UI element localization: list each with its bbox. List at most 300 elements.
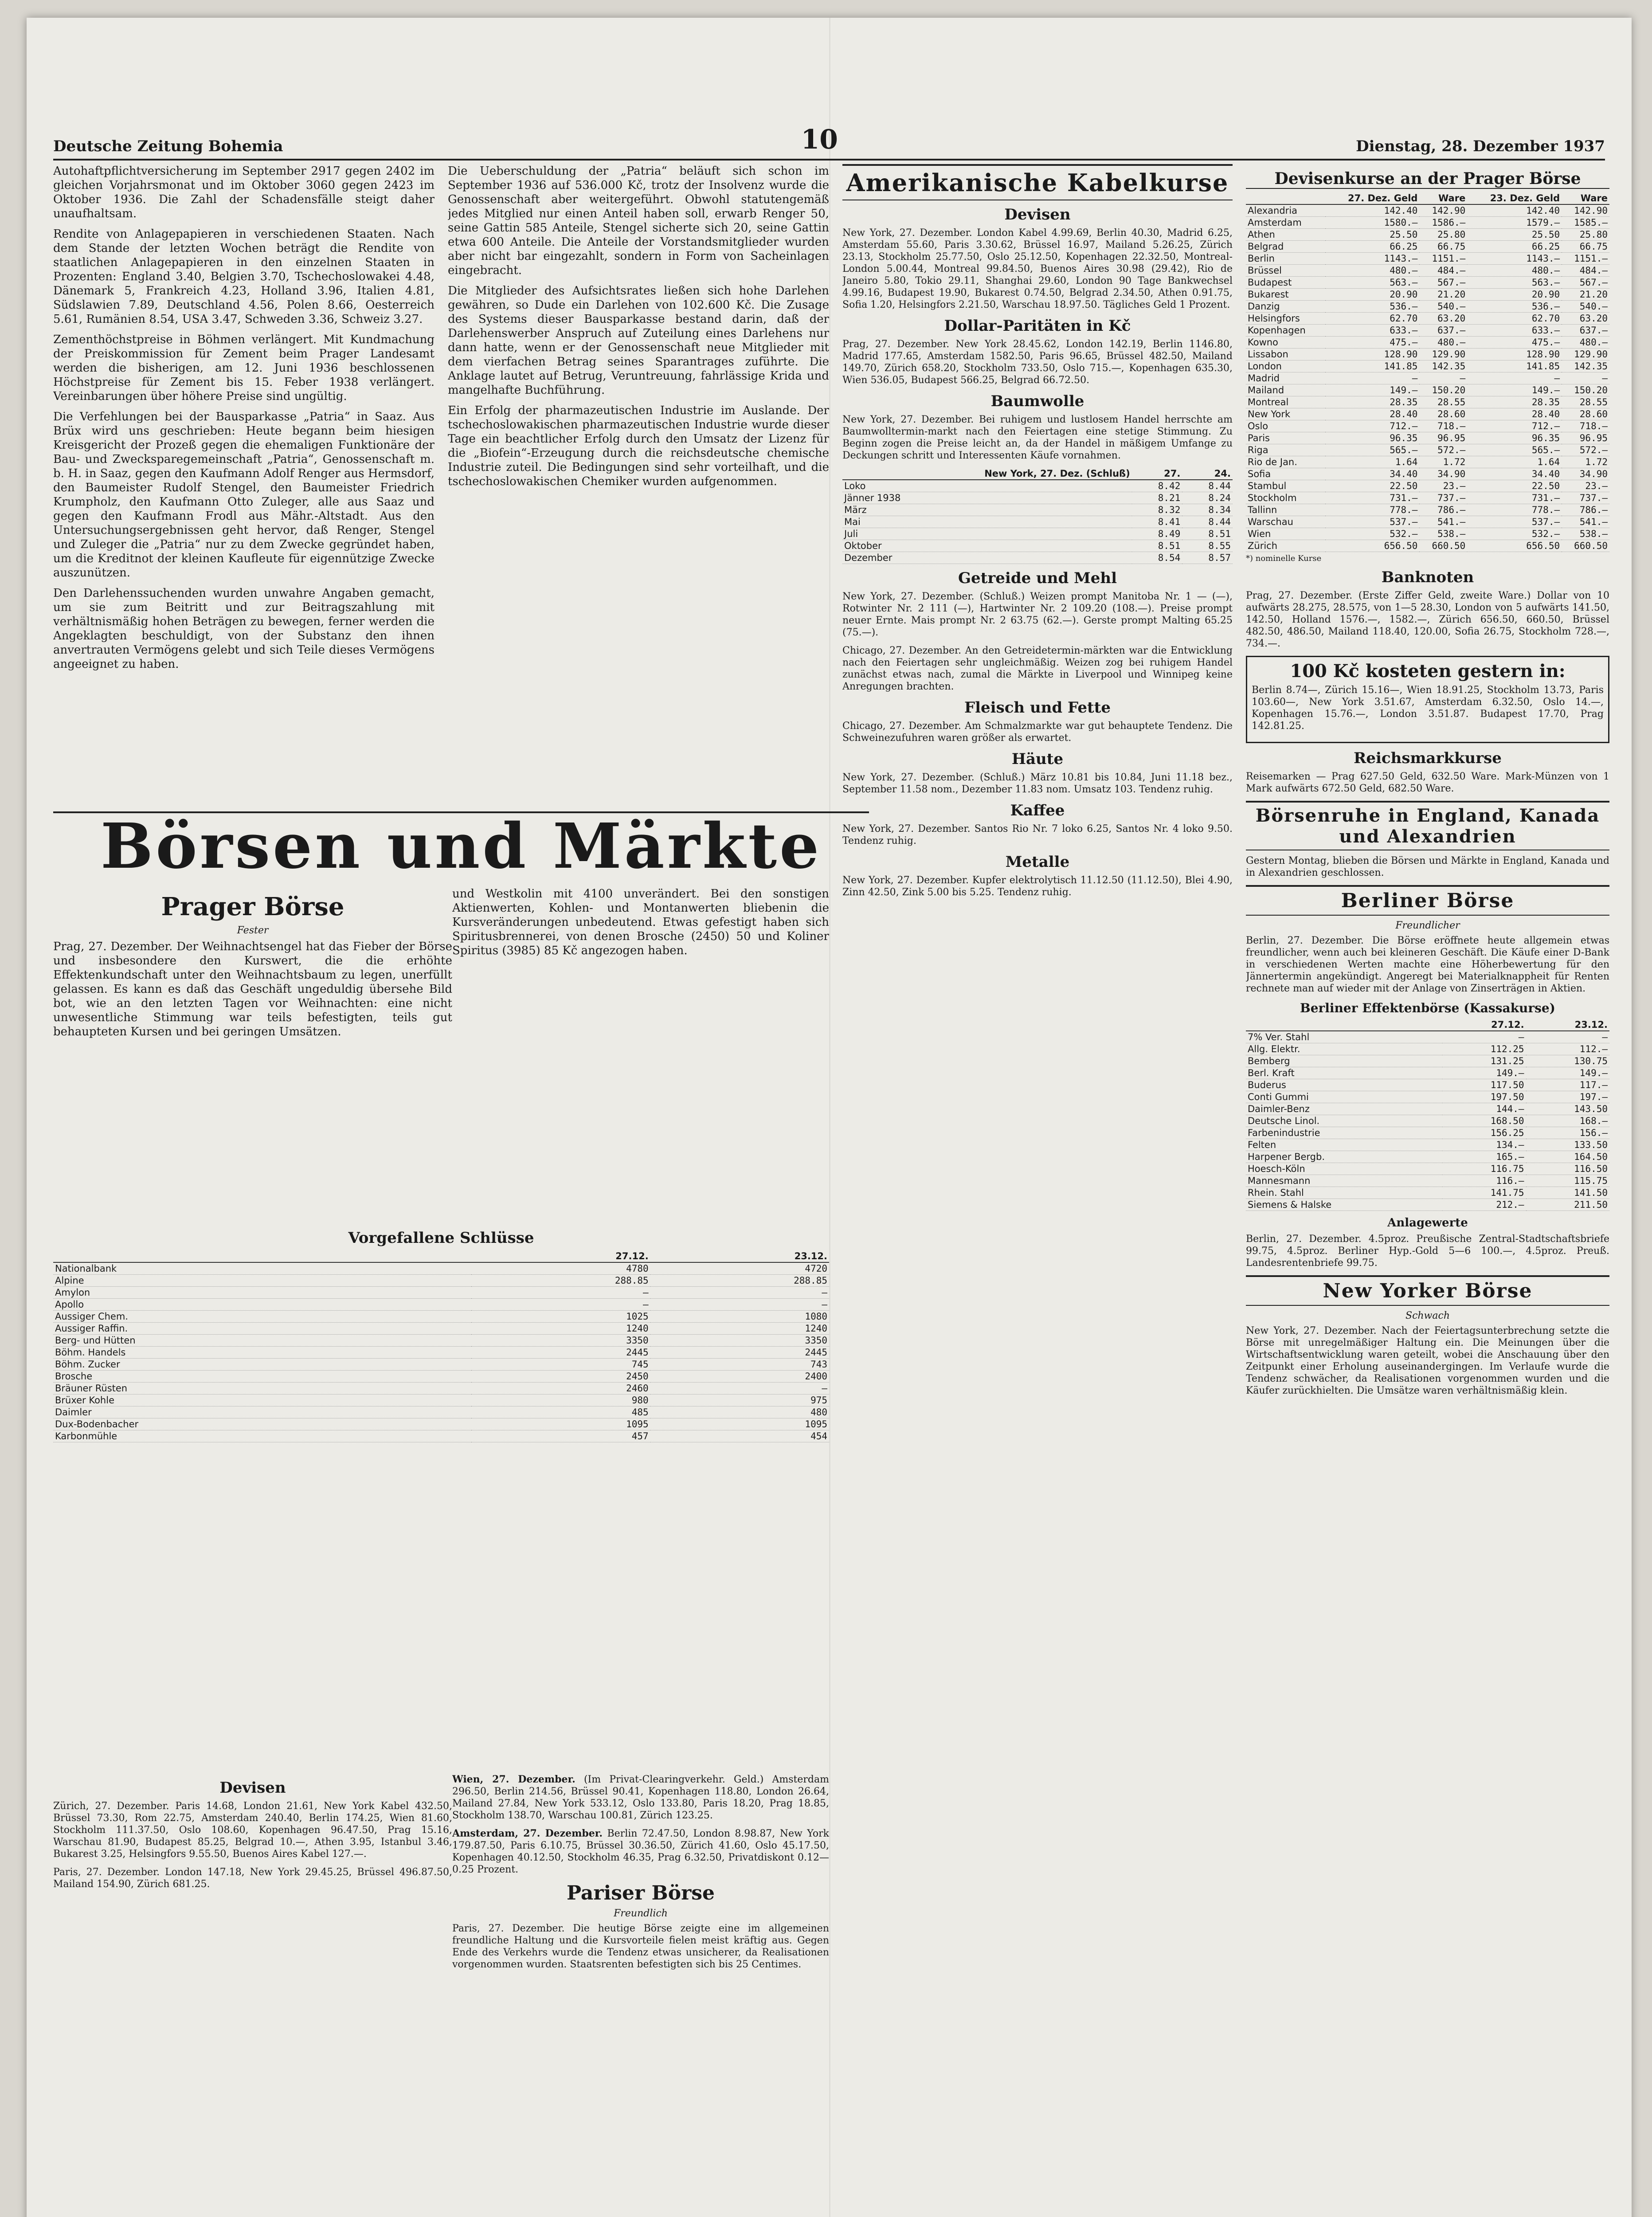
table-row	[1246, 1055, 1609, 1067]
table-row	[1246, 384, 1609, 396]
row-label: Böhm. Handels	[53, 1347, 471, 1359]
row-label: Brüxer Kohle	[53, 1394, 471, 1406]
row-value: 156.—	[1526, 1127, 1609, 1139]
row-value: 142.90	[1419, 204, 1467, 217]
row-value: 164.50	[1526, 1151, 1609, 1163]
table-header-cell: 27. Dez. Geld	[1325, 192, 1420, 204]
row-label: Paris	[1246, 432, 1325, 444]
row-value: 66.75	[1419, 241, 1467, 253]
row-value: 96.95	[1562, 432, 1609, 444]
paragraph: Chicago, 27. Dezember. An den Getreidetermin-märkten war die Entwicklung nach den Feiertagen sehr ungleichmäßig. Weizen zog bei ruhigem Handel zunächst etwas nach, zumal die Märkte in Liverpool und Winnipeg keine Anregungen brachten.	[842, 645, 1233, 692]
row-value: 115.75	[1526, 1175, 1609, 1187]
row-value: 149.—	[1526, 1067, 1609, 1079]
row-label: London	[1246, 360, 1325, 372]
row-value: 536.—	[1325, 301, 1420, 313]
table-row	[842, 516, 1233, 528]
table-header-cell: New York, 27. Dez. (Schluß)	[842, 468, 1132, 480]
row-value: —	[650, 1287, 829, 1299]
row-label: Aussiger Raffin.	[53, 1323, 471, 1335]
row-label: Brosche	[53, 1371, 471, 1383]
table-header-cell: Ware	[1419, 192, 1467, 204]
row-value: 3350	[650, 1335, 829, 1347]
row-value: 475.—	[1467, 337, 1562, 349]
row-value: 1025	[471, 1311, 650, 1323]
row-value: 480.—	[1419, 337, 1467, 349]
section-heading-boersen: Börsen und Märkte	[53, 811, 869, 880]
paragraph: Die Mitglieder des Aufsichtsrates ließen sich hohe Darlehen gewähren, so Dude ein Darlehen von 102.600 Kč. Die Zusage des Systems dieser Bausparkasse bestand darin, daß der Darlehenswerber Anspruch auf Zuteilung eines Darlehens nur dann hatte, wenn er der Genossenschaft neue Mitglieder mit dem vierfachen Betrag seines Sparantrages zuführte. Die Anklage lautet auf Betrug, Veruntreuung, fahrlässige Krida und mangelhafte Buchführung.	[448, 284, 829, 397]
row-value: 480.—	[1562, 337, 1609, 349]
row-label: Allg. Elektr.	[1246, 1043, 1442, 1055]
table-row	[842, 528, 1233, 540]
row-label: Deutsche Linol.	[1246, 1115, 1442, 1127]
wien-text: (Im Privat-Clearingverkehr. Geld.) Amsterdam 296.50, Berlin 214.56, Brüssel 90.41, Kopenhagen 118.80, London 26.64, Mailand 27.84, New York 533.12, Oslo 133.80, Paris 18.20, Prag 18.85, Stockholm 138.70, Warschau 100.81, Zürich 123.25.	[452, 1774, 829, 1821]
table-row	[1246, 1031, 1609, 1043]
row-value: 1095	[471, 1418, 650, 1430]
row-value: 1240	[471, 1323, 650, 1335]
row-value: 28.55	[1562, 396, 1609, 408]
row-value: 156.25	[1442, 1127, 1526, 1139]
table-row	[1246, 540, 1609, 552]
paragraph: Paris, 27. Dezember. London 147.18, New York 29.45.25, Brüssel 496.87.50, Mailand 154.90, Zürich 681.25.	[53, 1867, 452, 1890]
paragraph: Autohaftpflichtversicherung im September 2917 gegen 2402 im gleichen Vorjahrsmonat und im Oktober 3060 gegen 2423 im Oktober 1936. Die Zahl der Schadensfälle steigt daher unaufhaltsam.	[53, 165, 435, 220]
paragraph: Den Darlehenssuchenden wurden unwahre Angaben gemacht, um sie zum Beitritt und zur Beitragszahlung mit verhältnismäßig hohen Beträgen zu bewegen, ferner werden die Angeklagten beschuldigt, von der Substanz den ihnen anvertrauten Vermögens gelebt und sich Teile dieses Vermögens angeeignet zu haben.	[53, 587, 435, 671]
table-row	[1246, 1187, 1609, 1199]
row-value: 165.—	[1442, 1151, 1526, 1163]
table-title: Vorgefallene Schlüsse	[348, 1229, 534, 1247]
row-value: 480.—	[1325, 265, 1420, 277]
row-value: 8.34	[1182, 504, 1233, 516]
left-article-column	[53, 164, 435, 803]
row-value: 141.85	[1325, 360, 1420, 372]
row-value: 62.70	[1467, 313, 1562, 325]
row-label: Stambul	[1246, 480, 1325, 492]
row-value: 8.44	[1182, 480, 1233, 492]
paragraph: Gestern Montag, blieben die Börsen und Märkte in England, Kanada und in Alexandrien geschlossen.	[1246, 855, 1609, 878]
row-value: 567.—	[1562, 277, 1609, 289]
fleisch-subtitle: Fleisch und Fette	[964, 699, 1111, 717]
row-value: 22.50	[1467, 480, 1562, 492]
row-value: 532.—	[1325, 528, 1420, 540]
row-value: 28.40	[1467, 408, 1562, 420]
row-label: Rhein. Stahl	[1246, 1187, 1442, 1199]
row-value: —	[471, 1299, 650, 1311]
table-row	[53, 1275, 829, 1287]
row-value: 34.90	[1562, 468, 1609, 480]
prager-boerse-section	[53, 887, 452, 1224]
row-value: 572.—	[1419, 444, 1467, 456]
table-row	[1246, 528, 1609, 540]
table-row	[1246, 1127, 1609, 1139]
table-row	[1246, 360, 1609, 372]
row-value: 128.90	[1467, 349, 1562, 360]
row-value: 25.50	[1325, 229, 1420, 241]
row-value: 133.50	[1526, 1139, 1609, 1151]
row-value: 8.49	[1132, 528, 1182, 540]
table-row	[1246, 372, 1609, 384]
row-value: 20.90	[1325, 289, 1420, 301]
row-value: 23.—	[1562, 480, 1609, 492]
row-value: 149.—	[1467, 384, 1562, 396]
row-value: 2450	[471, 1371, 650, 1383]
devisenkurse-title: Devisenkurse an der Prager Börse	[1246, 169, 1609, 189]
newspaper-page	[27, 18, 1632, 2217]
paragraph: und Westkolin mit 4100 unverändert. Bei den sonstigen Aktienwerten, Kohlen- und Montanwerten bliebenin die Kursveränderungen unbedeutend. Etwas gefestigt haben sich Spiritusbrennerei, von denen Brosche (2450) 50 und Koliner Spiritus (3985) 85 Kč angezogen haben.	[452, 887, 829, 957]
table-header-cell	[53, 1250, 471, 1262]
table-row	[53, 1359, 829, 1371]
paragraph: Zürich, 27. Dezember. Paris 14.68, London 21.61, New York Kabel 432.50, Brüssel 73.30, Rom 22.75, Amsterdam 240.40, Berlin 174.25, Wien 81.60, Stockholm 111.37.50, Oslo 108.60, Kopenhagen 96.47.50, Prag 15.16, Warschau 81.90, Budapest 85.25, Belgrad 10.—, Athen 3.95, Istanbul 3.46, Bukarest 3.25, Helsingfors 9.55.50, Buenos Aires Kabel 127.—.	[53, 1801, 452, 1860]
row-value: 540.—	[1562, 301, 1609, 313]
table-row	[1246, 504, 1609, 516]
effekten-title: Berliner Effektenbörse (Kassakurse)	[1300, 1001, 1555, 1015]
table-row	[53, 1299, 829, 1311]
row-label: Jänner 1938	[842, 492, 1132, 504]
row-value: 454	[650, 1430, 829, 1442]
row-value: 980	[471, 1394, 650, 1406]
row-value: 1151.—	[1419, 253, 1467, 265]
row-value: 168.50	[1442, 1115, 1526, 1127]
row-label: Sofia	[1246, 468, 1325, 480]
row-value: 149.—	[1442, 1067, 1526, 1079]
row-label: März	[842, 504, 1132, 516]
table-row	[1246, 277, 1609, 289]
dollar-paritaeten-subtitle: Dollar-Paritäten in Kč	[944, 317, 1131, 335]
table-row	[1246, 432, 1609, 444]
row-value: 141.85	[1467, 360, 1562, 372]
row-value: —	[1442, 1031, 1526, 1043]
row-value: 485	[471, 1406, 650, 1418]
row-label: Tallinn	[1246, 504, 1325, 516]
table-header-cell	[1246, 192, 1325, 204]
prager-boerse-continued	[452, 887, 829, 1224]
anlagewerte-title: Anlagewerte	[1387, 1216, 1468, 1230]
row-label: Brüssel	[1246, 265, 1325, 277]
row-value: 565.—	[1325, 444, 1420, 456]
row-label: Kowno	[1246, 337, 1325, 349]
row-value: 150.20	[1419, 384, 1467, 396]
row-value: 1.64	[1325, 456, 1420, 468]
row-label: Budapest	[1246, 277, 1325, 289]
table-row	[1246, 289, 1609, 301]
row-value: 656.50	[1467, 540, 1562, 552]
table-header-cell: 27.	[1132, 468, 1182, 480]
row-value: —	[471, 1287, 650, 1299]
table-row	[1246, 313, 1609, 325]
table-header-cell: 27.12.	[471, 1250, 650, 1262]
row-value: 134.—	[1442, 1139, 1526, 1151]
new-yorker-boerse-title: New Yorker Börse	[1246, 1275, 1609, 1306]
row-value: 712.—	[1325, 420, 1420, 432]
paragraph: Prag, 27. Dezember. New York 28.45.62, London 142.19, Berlin 1146.80, Madrid 177.65, Amsterdam 1582.50, Paris 96.65, Brüssel 482.50, Mailand 149.70, Zürich 658.20, Stockholm 733.50, Oslo 715.—, Kopenhagen 635.30, Wien 536.05, Budapest 566.25, Belgrad 66.72.50.	[842, 339, 1233, 386]
table-row	[1246, 349, 1609, 360]
row-value: 96.35	[1325, 432, 1420, 444]
table-row	[1246, 241, 1609, 253]
table-row	[1246, 204, 1609, 217]
row-label: Nationalbank	[53, 1262, 471, 1275]
paragraph: New York, 27. Dezember. (Schluß.) März 10.81 bis 10.84, Juni 11.18 bez., September 11.58 nom., Dezember 11.83 nom. Umsatz 103. Tendenz ruhig.	[842, 772, 1233, 795]
row-value: 8.55	[1182, 540, 1233, 552]
row-value: 117.50	[1442, 1079, 1526, 1091]
row-label: Oktober	[842, 540, 1132, 552]
row-value: 142.40	[1467, 204, 1562, 217]
row-value: 1579.—	[1467, 217, 1562, 229]
row-label: Dezember	[842, 552, 1132, 564]
row-label: New York	[1246, 408, 1325, 420]
issue-date: Dienstag, 28. Dezember 1937	[1356, 137, 1605, 155]
row-value: 538.—	[1562, 528, 1609, 540]
table-header-cell: 24.	[1182, 468, 1233, 480]
row-value: 1586.—	[1419, 217, 1467, 229]
table-header-cell: Ware	[1562, 192, 1609, 204]
paragraph: New York, 27. Dezember. Bei ruhigem und lustlosem Handel herrschte am Baumwolltermin-markt nach den Feiertagen eine stetige Stimmung. Zu Beginn zogen die Preise leicht an, da der Handel in mäßigem Umfange zu Deckungen schritt und Interessenten Käufe vornahmen.	[842, 414, 1233, 461]
table-row	[1246, 1103, 1609, 1115]
table-header-cell: 23.12.	[650, 1250, 829, 1262]
row-value: 112.—	[1526, 1043, 1609, 1055]
row-value: 22.50	[1325, 480, 1420, 492]
row-value: 480.—	[1467, 265, 1562, 277]
table-row	[1246, 1139, 1609, 1151]
row-value: 541.—	[1419, 516, 1467, 528]
row-value: —	[1526, 1031, 1609, 1043]
page-number: 10	[801, 124, 838, 155]
cotton-table	[842, 468, 1233, 564]
row-value: 538.—	[1419, 528, 1467, 540]
row-value: 128.90	[1325, 349, 1420, 360]
row-label: Daimler-Benz	[1246, 1103, 1442, 1115]
page-fold	[829, 18, 830, 2217]
row-value: 1151.—	[1562, 253, 1609, 265]
wien-heading: Wien, 27. Dezember.	[452, 1774, 575, 1785]
table-row	[1246, 516, 1609, 528]
row-label: Alexandria	[1246, 204, 1325, 217]
paragraph: Reisemarken — Prag 627.50 Geld, 632.50 Ware. Mark-Münzen von 1 Mark aufwärts 672.50 Geld, 682.50 Ware.	[1246, 771, 1609, 794]
row-label: Riga	[1246, 444, 1325, 456]
row-value: 563.—	[1325, 277, 1420, 289]
row-value: 96.35	[1467, 432, 1562, 444]
table-row	[1246, 456, 1609, 468]
row-value: 8.42	[1132, 480, 1182, 492]
row-label: Berlin	[1246, 253, 1325, 265]
row-value: 731.—	[1467, 492, 1562, 504]
row-value: 633.—	[1467, 325, 1562, 337]
berliner-boerse-subtitle: Freundlicher	[1395, 920, 1460, 931]
row-value: 25.80	[1562, 229, 1609, 241]
trading-table	[53, 1250, 829, 1442]
row-label: Felten	[1246, 1139, 1442, 1151]
table-row	[53, 1287, 829, 1299]
row-value: 23.—	[1419, 480, 1467, 492]
table-row	[1246, 1079, 1609, 1091]
row-label: Farbenindustrie	[1246, 1127, 1442, 1139]
row-value: 4780	[471, 1262, 650, 1275]
devisen-note: *) nominelle Kurse	[1246, 554, 1322, 563]
row-label: Zürich	[1246, 540, 1325, 552]
section-title: Devisen	[219, 1779, 286, 1797]
table-header-cell: 27.12.	[1442, 1019, 1526, 1031]
row-value: 737.—	[1419, 492, 1467, 504]
row-label: Amsterdam	[1246, 217, 1325, 229]
row-label: Harpener Bergb.	[1246, 1151, 1442, 1163]
table-row	[1246, 396, 1609, 408]
row-value: 786.—	[1419, 504, 1467, 516]
row-value: 656.50	[1325, 540, 1420, 552]
table-row	[1246, 468, 1609, 480]
row-value: —	[650, 1383, 829, 1394]
table-row	[1246, 229, 1609, 241]
paragraph: Prag, 27. Dezember. Der Weihnachtsengel hat das Fieber der Börse und insbesondere den Kurswert, die die erhöhte Effektenkundschaft unter den Weihnachtsbaum zu legen, unerfüllt gelassen. Es kann es daß das Geschäft ungeduldig übersehe Bild bot, wie an den letzten Tagen vor Weihnachten: eine nicht unwesentliche Stimmung war teils befestigten, teils gut behaupteten Kursen und bei geringen Umsätzen.	[53, 940, 452, 1038]
row-value: 8.51	[1182, 528, 1233, 540]
table-row	[53, 1323, 829, 1335]
metalle-subtitle: Metalle	[1005, 853, 1070, 871]
table-row	[1246, 408, 1609, 420]
row-value: 484.—	[1419, 265, 1467, 277]
kabelkurse-title: Amerikanische Kabelkurse	[842, 164, 1233, 200]
devisen-subtitle: Devisen	[1004, 206, 1071, 223]
row-value: 731.—	[1325, 492, 1420, 504]
row-value: 8.44	[1182, 516, 1233, 528]
bottom-middle-section	[452, 1774, 829, 2217]
row-value: —	[1325, 372, 1420, 384]
row-value: —	[1419, 372, 1467, 384]
pariser-boerse-title: Pariser Börse	[566, 1882, 715, 1904]
table-row	[1246, 1091, 1609, 1103]
row-label: Berg- und Hütten	[53, 1335, 471, 1347]
row-label: Mai	[842, 516, 1132, 528]
paragraph: Die Ueberschuldung der „Patria“ beläuft sich schon im September 1936 auf 536.000 Kč, trotz der Insolvenz wurde die Genossenschaft aber weitergeführt. Obwohl statutengemäß jedes Mitglied nur einen Anteil haben soll, erwarb Renger 50, seine Gattin 585 Anteile, Stengel sicherte sich 20, seine Gattin etwa 600 Anteile. Die Anteile der Vorstandsmitglieder wurden aber nicht bar eingezahlt, sondern in Form von Sacheinlagen eingebracht.	[448, 165, 829, 277]
row-value: 25.50	[1467, 229, 1562, 241]
row-value: 25.80	[1419, 229, 1467, 241]
table-row	[1246, 1043, 1609, 1055]
paragraph: Rendite von Anlagepapieren in verschiedenen Staaten. Nach dem Stande der letzten Wochen beträgt die Rendite von staatlichen Anlagepapieren in den einzelnen Staaten in Prozenten: England 3.40, Belgien 3.70, Tschechoslowakei 4.48, Dänemark 5, Frankreich 4.23, Holland 3.96, Italien 4.81, Südslawien 7.89, Deutschland 4.56, Polen 8.66, Oesterreich 5.61, Rumänien 8.54, USA 3.47, Schweden 3.36, Schweiz 3.27.	[53, 227, 435, 326]
row-label: Conti Gummi	[1246, 1091, 1442, 1103]
table-row	[1246, 1175, 1609, 1187]
row-value: 63.20	[1562, 313, 1609, 325]
trading-table-section	[53, 1224, 829, 1756]
row-value: 66.75	[1562, 241, 1609, 253]
row-value: 28.40	[1325, 408, 1420, 420]
row-value: 660.50	[1562, 540, 1609, 552]
paragraph: Ein Erfolg der pharmazeutischen Industrie im Auslande. Der tschechoslowakischen pharmazeutischen Industrie wurde dieser Tage ein beachtlicher Erfolg durch den Umsatz der Lizenz für die „Biofein“-Erzeugung durch die reichsdeutsche chemische Industrie zuteil. Die Bedingungen sind sehr vorteilhaft, und die tschechoslowakischen Chemiker wurden aufgenommen.	[448, 404, 829, 488]
table-row	[53, 1262, 829, 1275]
devisenkurse-table	[1246, 192, 1609, 552]
table-row	[1246, 325, 1609, 337]
row-value: —	[1467, 372, 1562, 384]
row-value: 1080	[650, 1311, 829, 1323]
row-label: Berl. Kraft	[1246, 1067, 1442, 1079]
row-label: Karbonmühle	[53, 1430, 471, 1442]
table-header-cell: 23.12.	[1526, 1019, 1609, 1031]
paragraph: Die Verfehlungen bei der Bausparkasse „Patria“ in Saaz. Aus Brüx wird uns geschrieben: Heute begann beim hiesigen Kreisgericht der Prozeß gegen die ehemaligen Funktionäre der Bau- und Zwecksparegemeinschaft „Patria“, Genossenschaft m. b. H. in Saaz, gegen den Kaufmann Adolf Renger aus Hermsdorf, den Baumeister Rudolf Stengel, den Baumeister Friedrich Krumpholz, den Kaufmann Otto Zuleger, alle aus Saaz und gegen den Kaufmann Frodl aus Mähr.-Altstadt. Aus den Untersuchungsergebnissen geht hervor, daß Renger, Stengel und Zuleger die „Patria“ nur zu dem Zwecke gegründet haben, um die Kreditnot der kleinen Kaufleute für eigennützige Zwecke auszunützen.	[53, 410, 435, 580]
row-value: 745	[471, 1359, 650, 1371]
paragraph: New York, 27. Dezember. Kupfer elektrolytisch 11.12.50 (11.12.50), Blei 4.90, Zinn 42.50, Zink 5.00 bis 5.25. Tendenz ruhig.	[842, 875, 1233, 898]
row-value: 2445	[471, 1347, 650, 1359]
row-label: Lissabon	[1246, 349, 1325, 360]
table-row	[53, 1418, 829, 1430]
row-value: 141.50	[1526, 1187, 1609, 1199]
paragraph: Chicago, 27. Dezember. Am Schmalzmarkte war gut behauptete Tendenz. Die Schweinezufuhren waren größer als erwartet.	[842, 721, 1233, 744]
devisen-bottom-section	[53, 1774, 452, 2217]
row-value: 1.72	[1562, 456, 1609, 468]
row-value: 1095	[650, 1418, 829, 1430]
row-label: Montreal	[1246, 396, 1325, 408]
row-value: 143.50	[1526, 1103, 1609, 1115]
row-value: 288.85	[471, 1275, 650, 1287]
row-value: 8.57	[1182, 552, 1233, 564]
row-value: 737.—	[1562, 492, 1609, 504]
row-label: Dux-Bodenbacher	[53, 1418, 471, 1430]
right-market-column	[1246, 164, 1609, 2217]
row-value: 149.—	[1325, 384, 1420, 396]
row-value: 129.90	[1562, 349, 1609, 360]
row-value: 112.25	[1442, 1043, 1526, 1055]
baumwolle-subtitle: Baumwolle	[990, 392, 1084, 410]
paragraph: Paris, 27. Dezember. Die heutige Börse zeigte eine im allgemeinen freundliche Haltung und die Kursvorteile fielen meist kräftig aus. Gegen Ende des Verkehrs wurde die Tendenz etwas unsicherer, da Realisationen vorgenommen wurden. Staatsrenten befestigten sich bis 25 Centimes.	[452, 1923, 829, 1970]
reichsmark-title: Reichsmarkkurse	[1354, 749, 1502, 767]
row-value: 96.95	[1419, 432, 1467, 444]
row-value: 8.54	[1132, 552, 1182, 564]
row-value: 8.24	[1182, 492, 1233, 504]
table-row	[53, 1371, 829, 1383]
new-yorker-boerse-subtitle: Schwach	[1405, 1310, 1450, 1321]
row-value: 1585.—	[1562, 217, 1609, 229]
row-value: 21.20	[1562, 289, 1609, 301]
row-value: 637.—	[1562, 325, 1609, 337]
table-row	[53, 1406, 829, 1418]
row-value: 129.90	[1419, 349, 1467, 360]
row-value: 21.20	[1419, 289, 1467, 301]
row-value: 28.60	[1419, 408, 1467, 420]
table-row	[842, 504, 1233, 516]
table-row	[1246, 480, 1609, 492]
row-value: 144.—	[1442, 1103, 1526, 1115]
table-row	[1246, 1151, 1609, 1163]
row-value: 975	[650, 1394, 829, 1406]
row-value: 142.40	[1325, 204, 1420, 217]
table-row	[53, 1311, 829, 1323]
row-value: 212.—	[1442, 1199, 1526, 1211]
row-value: 633.—	[1325, 325, 1420, 337]
pariser-boerse-subtitle: Freundlich	[614, 1908, 668, 1919]
row-value: 28.55	[1419, 396, 1467, 408]
row-label: Juli	[842, 528, 1132, 540]
table-row	[842, 540, 1233, 552]
row-value: 142.35	[1562, 360, 1609, 372]
row-value: 34.40	[1325, 468, 1420, 480]
row-label: Bemberg	[1246, 1055, 1442, 1067]
row-value: 572.—	[1562, 444, 1609, 456]
row-value: —	[1562, 372, 1609, 384]
row-label: Kopenhagen	[1246, 325, 1325, 337]
table-row	[1246, 337, 1609, 349]
row-value: 34.40	[1467, 468, 1562, 480]
row-value: 2445	[650, 1347, 829, 1359]
row-value: 2400	[650, 1371, 829, 1383]
table-row	[842, 552, 1233, 564]
paragraph: New York, 27. Dezember. (Schluß.) Weizen prompt Manitoba Nr. 1 — (—), Rotwinter Nr. 2 111 (—), Hartwinter Nr. 2 109.20 (108.—). Preise prompt neuer Ernte. Mais prompt Nr. 2 63.75 (62.—). Gerste prompt Malting 65.25 (75.—).	[842, 591, 1233, 638]
row-value: 34.90	[1419, 468, 1467, 480]
section-subtitle: Fester	[237, 925, 269, 936]
row-label: Belgrad	[1246, 241, 1325, 253]
amerikanische-kabelkurse-column	[842, 164, 1233, 2217]
row-value: 63.20	[1419, 313, 1467, 325]
row-value: 20.90	[1467, 289, 1562, 301]
row-value: 540.—	[1419, 301, 1467, 313]
paragraph: Berlin, 27. Dezember. Die Börse eröffnete heute allgemein etwas freundlicher, wenn auch bei kleineren Geschäft. Die Käufe einer D-Bank in verschiedenen Werten machte eine Höherbewertung für den Jännertermin angekündigt. Angeregt bei Materialknappheit für Renten rechnete man auf wieder mit der Anlage von Zinserträgen in Aktien.	[1246, 935, 1609, 994]
row-value: 1.72	[1419, 456, 1467, 468]
row-label: Bräuner Rüsten	[53, 1383, 471, 1394]
row-label: Apollo	[53, 1299, 471, 1311]
table-row	[1246, 1199, 1609, 1211]
table-row	[1246, 1163, 1609, 1175]
